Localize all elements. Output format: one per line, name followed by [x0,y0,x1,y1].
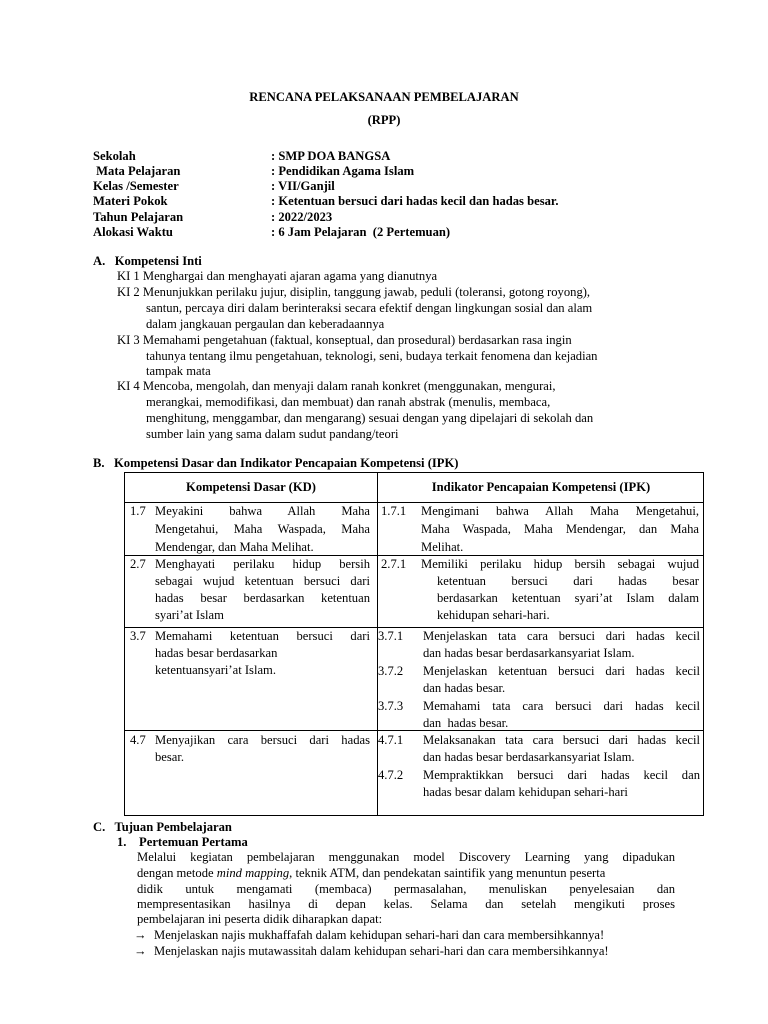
list-item-text: Menjelaskan najis mukhaffafah dalam kehidupan sehari-hari dan cara membersihkannya! [154,928,605,942]
ipk-text: Mempraktikkan bersuci dari hadas kecil dan [423,768,700,782]
identity-label-materi: Materi Pokok [93,194,168,208]
meeting-heading: 1. Pertemuan Pertama [117,835,248,849]
identity-value-materi: : Ketentuan bersuci dari hadas kecil dan hadas besar. [271,194,559,208]
document-subtitle: (RPP) [367,113,401,127]
identity-label-sekolah: Sekolah [93,149,136,163]
kd-number: 2.7 [130,557,146,571]
kd-text: Menghayati perilaku hidup bersih [155,557,370,571]
ipk-number: 2.7.1 [381,557,407,571]
ipk-number: 3.7.1 [378,629,404,643]
ipk-text: Memiliki perilaku hidup bersih sebagai wujud [421,557,699,571]
kd-number: 4.7 [130,733,146,747]
kd-text: hadas besar berdasarkan [155,646,278,660]
identity-value-sekolah: : SMP DOA BANGSA [271,149,391,163]
kd-text: Mengetahui, Maha Waspada, Maha [155,522,370,536]
arrow-right-icon: → [134,944,147,958]
arrow-right-icon: → [134,928,147,942]
ki-line: dalam jangkauan pergaulan dan keberadaannya [146,317,385,331]
identity-value-kelas: : VII/Ganjil [271,179,335,193]
ipk-text: Maha Waspada, Maha Mendengar, dan Maha [421,522,699,536]
ki-line: KI 4 Mencoba, mengolah, dan menyaji dalam ranah konkret (menggunakan, mengurai, [117,379,556,393]
ipk-number: 1.7.1 [381,504,407,518]
identity-value-tahun: : 2022/2023 [271,210,333,224]
identity-label-tahun: Tahun Pelajaran [93,210,184,224]
kd-text: Meyakini bahwa Allah Maha [155,504,370,518]
ipk-number: 3.7.3 [378,699,404,713]
ipk-number: 4.7.2 [378,768,404,782]
ipk-text: ketentuan bersuci dari hadas besar [437,574,699,588]
identity-label-mapel: Mata Pelajaran [93,164,181,178]
ipk-text: dan hadas besar. [423,681,506,695]
identity-value-mapel: : Pendidikan Agama Islam [271,164,415,178]
table-header-kd: Kompetensi Dasar (KD) [186,480,316,494]
kd-text: Memahami ketentuan bersuci dari [155,629,370,643]
ipk-text: Melaksanakan tata cara bersuci dari hadas kecil [423,733,700,747]
section-c-heading: C. Tujuan Pembelajaran [93,820,232,834]
paragraph-line: mempresentasikan hasilnya di depan kelas. Selama dan setelah mengikuti proses [137,897,675,911]
section-b-heading: B. Kompetensi Dasar dan Indikator Pencapaian Kompetensi (IPK) [93,456,459,470]
ki-line: tahunya tentang ilmu pengetahuan, teknologi, seni, budaya terkait fenomena dan kejadian [146,349,598,363]
kd-text: sebagai wujud ketentuan bersuci dari [155,574,370,588]
paragraph-line: didik untuk mengamati (membaca) permasalahan, menuliskan penyelesaian dan [137,882,675,896]
table-header-ipk: Indikator Pencapaian Kompetensi (IPK) [431,480,651,494]
ki-line: sumber lain yang sama dalam sudut pandang/teori [146,427,399,441]
ipk-text: dan hadas besar berdasarkansyariat Islam. [423,646,635,660]
kd-text: Menyajikan cara bersuci dari hadas [155,733,370,747]
list-item [134,944,609,960]
kd-ipk-table [124,472,704,816]
kd-number: 1.7 [130,504,146,518]
ipk-text: dan hadas besar. [423,716,509,730]
kd-text: Mendengar, dan Maha Melihat. [155,540,314,554]
ipk-number: 3.7.2 [378,664,404,678]
ki-line: menghitung, menggambar, dan mengarang) sesuai dengan yang dipelajari di sekolah dan [146,411,594,425]
emphasis-text: mind mapping [216,866,290,880]
ki-line: KI 2 Menunjukkan perilaku jujur, disiplin, tanggung jawab, peduli (toleransi, gotong royong), [117,285,591,299]
identity-label-alokasi: Alokasi Waktu [93,225,173,239]
paragraph-line: pembelajaran ini peserta didik diharapkan dapat: [137,912,383,926]
paragraph-text: dengan metode [137,866,217,880]
table-row-divider [125,627,703,628]
ipk-text: berdasarkan ketentuan syari’at Islam dalam [437,591,699,605]
paragraph-line: Melalui kegiatan pembelajaran menggunakan model Discovery Learning yang dipadukan [137,850,675,864]
ki-line: tampak mata [146,364,211,378]
paragraph-line [137,866,675,882]
kd-text: ketentuansyari’at Islam. [155,663,276,677]
ipk-number: 4.7.1 [378,733,404,747]
table-row-divider [125,502,703,503]
ipk-text: Mengimani bahwa Allah Maha Mengetahui, [421,504,699,518]
list-item [134,928,604,944]
document-title: RENCANA PELAKSANAAN PEMBELAJARAN [249,90,519,104]
list-item-text: Menjelaskan najis mutawassitah dalam kehidupan sehari-hari dan cara membersihkannya! [154,944,609,958]
kd-text: besar. [155,750,185,764]
kd-text: hadas besar berdasarkan ketentuan [155,591,370,605]
ipk-text: kehidupan sehari-hari. [437,608,550,622]
kd-number: 3.7 [130,629,146,643]
ipk-text: Melihat. [421,540,464,554]
ki-line: KI 1 Menghargai dan menghayati ajaran agama yang dianutnya [117,269,438,283]
ipk-text: Menjelaskan tata cara bersuci dari hadas kecil [423,629,700,643]
kd-text: syari’at Islam [155,608,224,622]
ipk-text: dan hadas besar berdasarkansyariat Islam. [423,750,635,764]
ki-line: santun, percaya diri dalam berinteraksi secara efektif dengan lingkungan sosial dan alam [146,301,593,315]
ki-line: merangkai, memodifikasi, dan membuat) dan ranah abstrak (menulis, membaca, [146,395,551,409]
identity-label-kelas: Kelas /Semester [93,179,179,193]
ki-line: KI 3 Memahami pengetahuan (faktual, konseptual, dan prosedural) berdasarkan rasa ingin [117,333,572,347]
paragraph-text: , teknik ATM, dan pendekatan saintifik yang menuntun peserta [289,866,606,880]
ipk-text: Memahami tata cara bersuci dari hadas kecil [423,699,700,713]
ipk-text: hadas besar dalam kehidupan sehari-hari [423,785,628,799]
ipk-text: Menjelaskan ketentuan bersuci dari hadas kecil [423,664,700,678]
identity-value-alokasi: : 6 Jam Pelajaran (2 Pertemuan) [271,225,451,239]
section-a-heading: A. Kompetensi Inti [93,254,202,268]
